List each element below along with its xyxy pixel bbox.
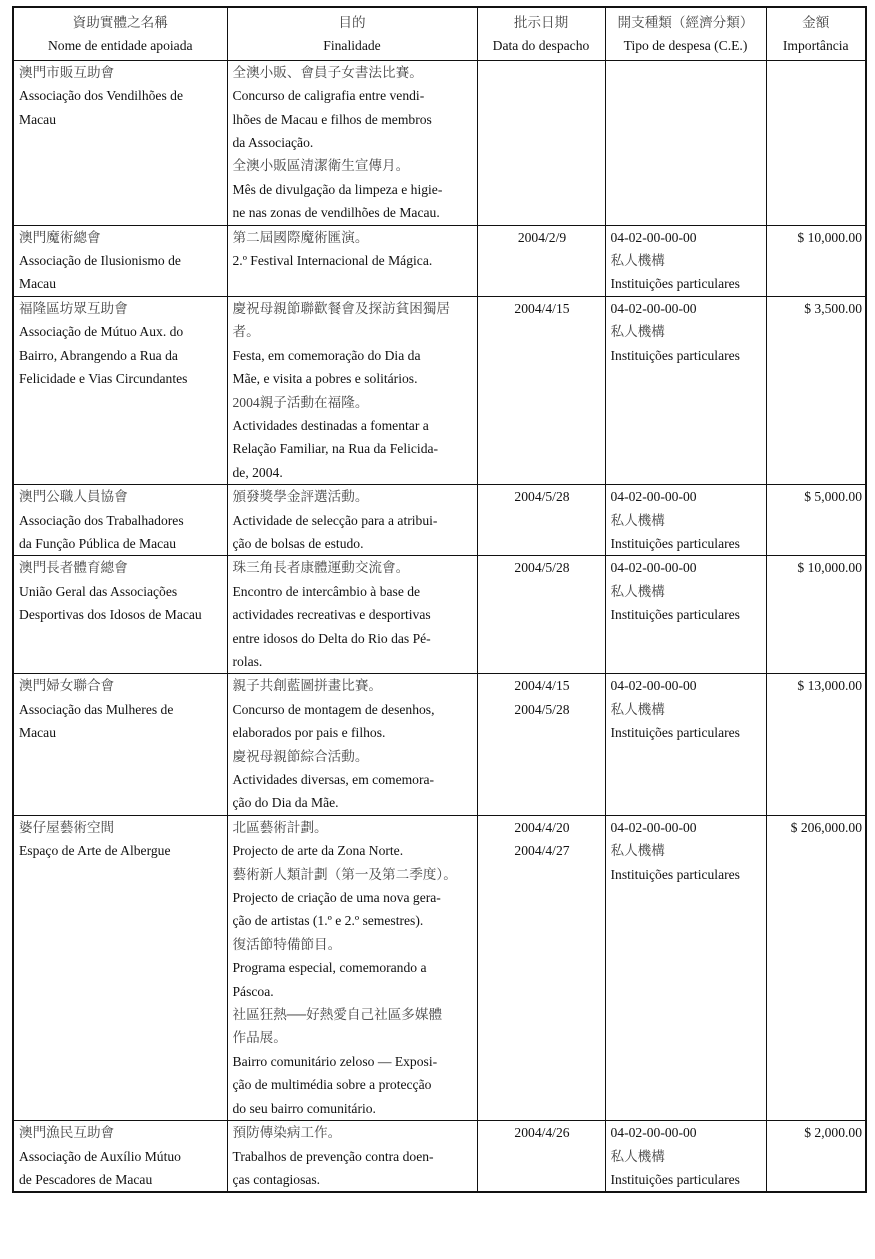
entity-cell [13,1121,227,1193]
expense-type-cell [605,296,766,484]
date-cell-line: 2004/4/27 [514,843,570,859]
expense-type-cell [605,674,766,815]
entity-cell-line: 澳門市販互助會 [19,64,115,80]
entity-cell-line: Associação dos Vendilhões de [19,88,183,104]
expense-type-cell-line: 私人機構 [610,253,665,269]
entity-cell-line: 婆仔屋藝術空間 [19,819,115,835]
purpose-cell [227,1121,477,1193]
purpose-cell-line: ças contagiosas. [232,1171,321,1187]
entity-cell-line: 福隆區坊眾互助會 [19,300,128,316]
purpose-cell [227,296,477,484]
entity-cell-line: 澳門魔術總會 [19,229,101,245]
purpose-cell-line: 全澳小販區清潔衛生宣傳月。 [232,158,410,174]
entity-cell-line: Espaço de Arte de Albergue [19,843,171,859]
purpose-cell-line: Mãe, e visita a pobres e solitários. [232,371,418,387]
expense-type-cell-line: 04-02-00-00-00 [610,300,697,316]
purpose-cell-line: Encontro de intercâmbio à base de [232,583,421,599]
expense-type-cell-line: Instituições particulares [610,535,740,551]
subsidy-table [12,6,867,1193]
date-cell-line: 2004/4/26 [514,1125,570,1141]
entity-cell-line: Bairro, Abrangendo a Rua da [19,347,178,363]
expense-type-cell-line: 私人機構 [610,512,665,528]
expense-type-cell [605,1121,766,1193]
date-cell [477,485,605,556]
header-amount-pt: Importância [782,38,849,54]
expense-type-cell-line: 04-02-00-00-00 [610,678,697,694]
header-type-pt: Tipo de despesa (C.E.) [623,38,748,54]
date-cell [477,225,605,296]
entity-cell [13,225,227,296]
header-amount-zh: 金額 [802,15,830,30]
purpose-cell-line: Festa, em comemoração do Dia da [232,347,421,363]
entity-cell-line: da Função Pública de Macau [19,535,177,551]
purpose-cell-line: ção do Dia da Mãe. [232,795,339,811]
header-entity-pt: Nome de entidade apoiada [47,38,193,54]
purpose-cell-line: Projecto de arte da Zona Norte. [232,843,404,859]
date-cell-line: 2004/4/15 [514,678,570,694]
table-body [13,60,866,1192]
amount-cell [766,296,866,484]
purpose-cell-line: Concurso de montagem de desenhos, [232,701,435,717]
expense-type-cell [605,225,766,296]
entity-cell-line: Associação de Ilusionismo de [19,253,181,269]
expense-type-cell [605,485,766,556]
purpose-cell-line: 親子共創藍圖拼畫比賽。 [232,678,383,694]
table-row [13,556,866,674]
amount-cell [766,60,866,225]
purpose-cell-line: ção de bolsas de estudo. [232,535,364,551]
date-cell-line: 2004/4/20 [514,819,570,835]
entity-cell [13,296,227,484]
purpose-cell-line: do seu bairro comunitário. [232,1100,376,1116]
header-date [477,7,605,60]
header-date-zh: 批示日期 [513,15,569,30]
entity-cell-line: União Geral das Associações [19,583,178,599]
purpose-cell-line: 者。 [232,324,260,340]
purpose-cell-line: 復活節特備節目。 [232,936,342,952]
entity-cell-line: 澳門公職人員協會 [19,489,128,505]
expense-type-cell-line: 04-02-00-00-00 [610,819,697,835]
expense-type-cell-line: 04-02-00-00-00 [610,1125,697,1141]
amount-value: $ 10,000.00 [797,560,862,576]
expense-type-cell-line: 04-02-00-00-00 [610,560,697,576]
expense-type-cell-line: Instituições particulares [610,276,740,292]
expense-type-cell [605,556,766,674]
purpose-cell-line: 2.º Festival Internacional de Mágica. [232,253,433,269]
entity-cell-line: 澳門長者體育總會 [19,560,128,576]
expense-type-cell-line: Instituições particulares [610,725,740,741]
amount-cell [766,815,866,1120]
purpose-cell-line: 北區藝術計劃。 [232,819,328,835]
purpose-cell-line: 頒發獎學金評選活動。 [232,489,369,505]
entity-cell-line: Associação de Auxílio Mútuo [19,1148,181,1164]
table-row [13,815,866,1120]
purpose-cell-line: actividades recreativas e desportivas [232,607,431,623]
header-purpose-pt: Finalidade [323,38,381,54]
date-cell [477,815,605,1120]
purpose-cell-line: Programa especial, comemorando a [232,960,427,976]
purpose-cell-line: da Associação. [232,135,314,151]
table-row [13,674,866,815]
purpose-cell-line: Actividade de selecção para a atribui- [232,512,438,528]
purpose-cell-line: Bairro comunitário zeloso — Exposi- [232,1053,438,1069]
purpose-cell-line: ção de multimédia sobre a protecção [232,1077,432,1093]
purpose-cell-line: 全澳小販、會員子女書法比賽。 [232,64,423,80]
entity-cell-line: Desportivas dos Idosos de Macau [19,607,202,623]
entity-cell [13,815,227,1120]
entity-cell-line: Associação das Mulheres de [19,701,174,717]
entity-cell [13,674,227,815]
purpose-cell-line: 藝術新人類計劃（第一及第二季度）。 [232,866,457,882]
expense-type-cell-line: 私人機構 [610,583,665,599]
amount-value: $ 3,500.00 [804,300,862,316]
header-entity [13,7,227,60]
entity-cell-line: de Pescadores de Macau [19,1171,153,1187]
entity-cell-line: Macau [19,276,56,292]
purpose-cell-line: Mês de divulgação da limpeza e higie- [232,181,443,197]
expense-type-cell-line: Instituições particulares [610,607,740,623]
purpose-cell-line: Trabalhos de prevenção contra doen- [232,1148,434,1164]
entity-cell-line: Macau [19,725,56,741]
entity-cell-line: Associação de Mútuo Aux. do [19,324,184,340]
purpose-cell [227,556,477,674]
purpose-cell-line: Concurso de caligrafia entre vendi- [232,88,425,104]
purpose-cell-line: 第二屆國際魔術匯演。 [232,229,369,245]
date-cell-line: 2004/2/9 [517,229,567,245]
header-entity-zh: 資助實體之名稱 [72,15,168,30]
purpose-cell-line: 預防傳染病工作。 [232,1125,342,1141]
expense-type-cell-line: 04-02-00-00-00 [610,489,697,505]
purpose-cell-line: 慶祝母親節聯歡餐會及探訪貧困獨居 [232,300,450,316]
amount-value: $ 5,000.00 [804,489,862,505]
date-cell-line: 2004/5/28 [514,701,570,717]
table-row [13,60,866,225]
amount-cell [766,556,866,674]
header-purpose-zh: 目的 [338,15,366,30]
amount-value: $ 13,000.00 [797,678,862,694]
expense-type-cell-line: Instituições particulares [610,1171,740,1187]
purpose-cell-line: Projecto de criação de uma nova gera- [232,890,441,906]
date-cell-line: 2004/5/28 [514,560,570,576]
expense-type-cell [605,60,766,225]
purpose-cell-line: Páscoa. [232,983,274,999]
expense-type-cell [605,815,766,1120]
purpose-cell-line: 珠三角長者康體運動交流會。 [232,560,410,576]
purpose-cell [227,674,477,815]
purpose-cell-line: Relação Familiar, na Rua da Felicida- [232,441,439,457]
date-cell [477,556,605,674]
table-row [13,225,866,296]
purpose-cell-line: de, 2004. [232,464,283,480]
entity-cell [13,485,227,556]
amount-cell [766,1121,866,1193]
purpose-cell-line: Actividades destinadas a fomentar a [232,417,429,433]
table-row [13,485,866,556]
purpose-cell-line: ção de artistas (1.º e 2.º semestres). [232,913,424,929]
purpose-cell-line: 2004親子活動在福隆。 [232,394,369,410]
purpose-cell-line: entre idosos do Delta do Rio das Pé- [232,630,431,646]
amount-value: $ 2,000.00 [804,1125,862,1141]
date-cell [477,1121,605,1193]
amount-cell [766,485,866,556]
table-row [13,1121,866,1193]
expense-type-cell-line: 私人機構 [610,701,665,717]
purpose-cell-line: elaborados por pais e filhos. [232,725,386,741]
header-date-pt: Data do despacho [492,38,590,54]
purpose-cell-line: lhões de Macau e filhos de membros [232,111,432,127]
entity-cell-line: 澳門婦女聯合會 [19,678,115,694]
header-type-zh: 開支種類（經濟分類） [617,15,754,30]
entity-cell [13,60,227,225]
header-type [605,7,766,60]
purpose-cell [227,60,477,225]
purpose-cell-line: 社區狂熱──好熱愛自己社區多媒體 [232,1007,443,1023]
purpose-cell-line: ne nas zonas de vendilhões de Macau. [232,205,440,221]
date-cell [477,674,605,815]
date-cell-line: 2004/5/28 [514,489,570,505]
expense-type-cell-line: 私人機構 [610,1148,665,1164]
entity-cell-line: 澳門漁民互助會 [19,1125,115,1141]
purpose-cell-line: 慶祝母親節綜合活動。 [232,748,369,764]
purpose-cell [227,815,477,1120]
expense-type-cell-line: Instituições particulares [610,347,740,363]
purpose-cell-line: Actividades diversas, em comemora- [232,772,435,787]
purpose-cell-line: rolas. [232,653,263,669]
entity-cell-line: Felicidade e Vias Circundantes [19,371,188,387]
purpose-cell [227,225,477,296]
table-header-row [13,7,866,60]
expense-type-cell-line: 私人機構 [610,843,665,859]
table-row [13,296,866,484]
expense-type-cell-line: 04-02-00-00-00 [610,229,697,245]
amount-cell [766,674,866,815]
expense-type-cell-line: Instituições particulares [610,866,740,882]
date-cell [477,60,605,225]
header-purpose [227,7,477,60]
amount-cell [766,225,866,296]
date-cell-line: 2004/4/15 [514,300,570,316]
purpose-cell [227,485,477,556]
entity-cell-line: Associação dos Trabalhadores [19,512,184,528]
amount-value: $ 10,000.00 [797,229,862,245]
entity-cell-line: Macau [19,111,56,127]
date-cell [477,296,605,484]
purpose-cell-line: 作品展。 [232,1030,287,1046]
header-amount [766,7,866,60]
entity-cell [13,556,227,674]
expense-type-cell-line: 私人機構 [610,324,665,340]
amount-value: $ 206,000.00 [790,819,862,835]
